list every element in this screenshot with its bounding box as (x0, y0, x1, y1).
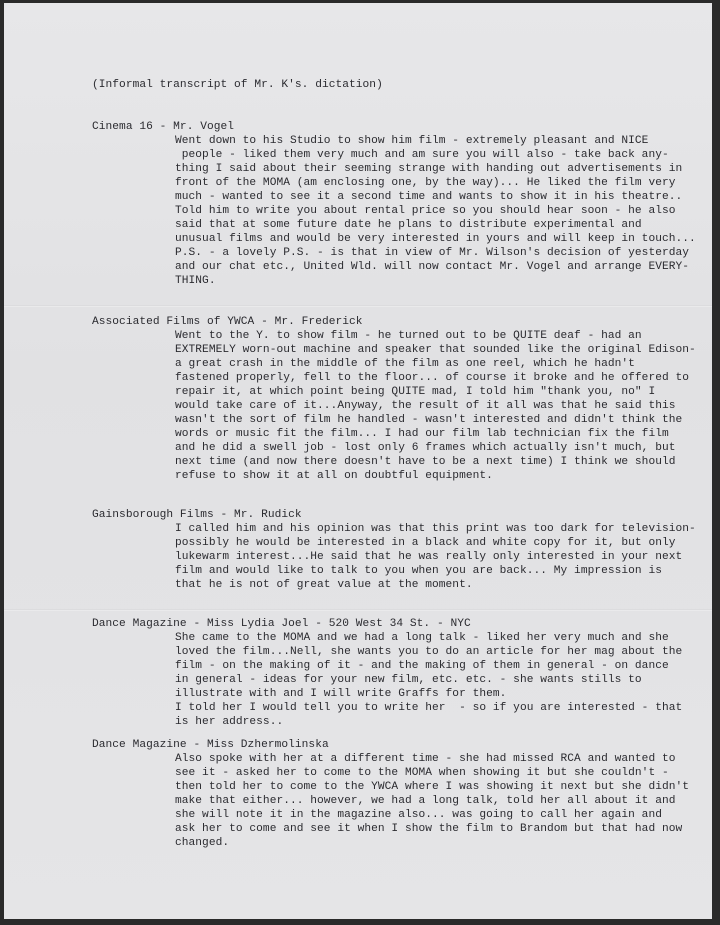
body-line: words or music fit the film... I had our film lab technician fix the film (175, 428, 669, 440)
body-line: people - liked them very much and am sure you will also - take back any- (175, 149, 669, 161)
body-line: ask her to come and see it when I show the film to Brandom but that had now (175, 823, 683, 835)
paper-fold (4, 609, 712, 611)
body-line: Went down to his Studio to show him film - extremely pleasant and NICE (175, 135, 649, 147)
body-line: front of the MOMA (am enclosing one, by the way)... He liked the film very (175, 177, 676, 189)
body-line: is her address.. (175, 716, 284, 728)
body-line: EXTREMELY worn-out machine and speaker that sounded like the original Edison- (175, 344, 696, 356)
body-line: I called him and his opinion was that this print was too dark for television- (175, 523, 696, 535)
body-line: in general - ideas for your new film, etc. etc. - she wants stills to (175, 674, 642, 686)
body-line: refuse to show it at all on doubtful equipment. (175, 470, 493, 482)
typed-page (4, 3, 712, 919)
body-line: that he is not of great value at the moment. (175, 579, 473, 591)
body-line: see it - asked her to come to the MOMA when showing it but she couldn't - (175, 767, 669, 779)
section-heading: Dance Magazine - Miss Lydia Joel - 520 West 34 St. - NYC (92, 618, 471, 630)
body-line: would take care of it...Anyway, the result of it all was that he said this (175, 400, 676, 412)
body-line: loved the film...Nell, she wants you to do an article for her mag about the (175, 646, 683, 658)
body-line: make that either... however, we had a long talk, told her all about it and (175, 795, 676, 807)
body-line: fastened properly, fell to the floor... of course it broke and he offered to (175, 372, 690, 384)
body-line: lukewarm interest...He said that he was really only interested in your next (175, 551, 683, 563)
body-line: Told him to write you about rental price so you should hear soon - he also (175, 205, 676, 217)
body-line: film and would like to talk to you when you are back... My impression is (175, 565, 662, 577)
section-heading: Associated Films of YWCA - Mr. Frederick (92, 316, 363, 328)
body-line: film - on the making of it - and the making of them in general - on dance (175, 660, 669, 672)
body-line: unusual films and would be very interested in yours and will keep in touch... (175, 233, 696, 245)
body-line: and our chat etc., United Wld. will now contact Mr. Vogel and arrange EVERY- (175, 261, 690, 273)
body-line: said that at some future date he plans to distribute experimental and (175, 219, 642, 231)
body-line: thing I said about their seeming strange with handing out advertisements in (175, 163, 683, 175)
body-line: wasn't the sort of film he handled - wasn't interested and didn't think the (175, 414, 683, 426)
body-line: P.S. - a lovely P.S. - is that in view of Mr. Wilson's decision of yesterday (175, 247, 690, 259)
section-heading: Dance Magazine - Miss Dzhermolinska (92, 739, 329, 751)
body-line: a great crash in the middle of the film as one reel, which he hadn't (175, 358, 635, 370)
body-line: she will note it in the magazine also... was going to call her again and (175, 809, 662, 821)
document-title: (Informal transcript of Mr. K's. dictation) (92, 79, 383, 91)
body-line: THING. (175, 275, 216, 287)
section-heading: Gainsborough Films - Mr. Rudick (92, 509, 302, 521)
body-line: I told her I would tell you to write her - so if you are interested - that (175, 702, 683, 714)
body-line: Also spoke with her at a different time - she had missed RCA and wanted to (175, 753, 676, 765)
body-line: Went to the Y. to show film - he turned out to be QUITE deaf - had an (175, 330, 642, 342)
body-line: next time (and now there doesn't have to be a next time) I think we should (175, 456, 676, 468)
body-line: possibly he would be interested in a black and white copy for it, but only (175, 537, 676, 549)
section-heading: Cinema 16 - Mr. Vogel (92, 121, 235, 133)
body-line: changed. (175, 837, 230, 849)
body-line: She came to the MOMA and we had a long talk - liked her very much and she (175, 632, 669, 644)
body-line: much - wanted to see it a second time and wants to show it in his theatre.. (175, 191, 683, 203)
body-line: repair it, at which point being QUITE mad, I told him "thank you, no" I (175, 386, 656, 398)
body-line: and he did a swell job - lost only 6 frames which actually isn't much, but (175, 442, 676, 454)
paper-fold (4, 305, 712, 307)
body-line: illustrate with and I will write Graffs for them. (175, 688, 507, 700)
body-line: then told her to come to the YWCA where I was showing it next but she didn't (175, 781, 690, 793)
